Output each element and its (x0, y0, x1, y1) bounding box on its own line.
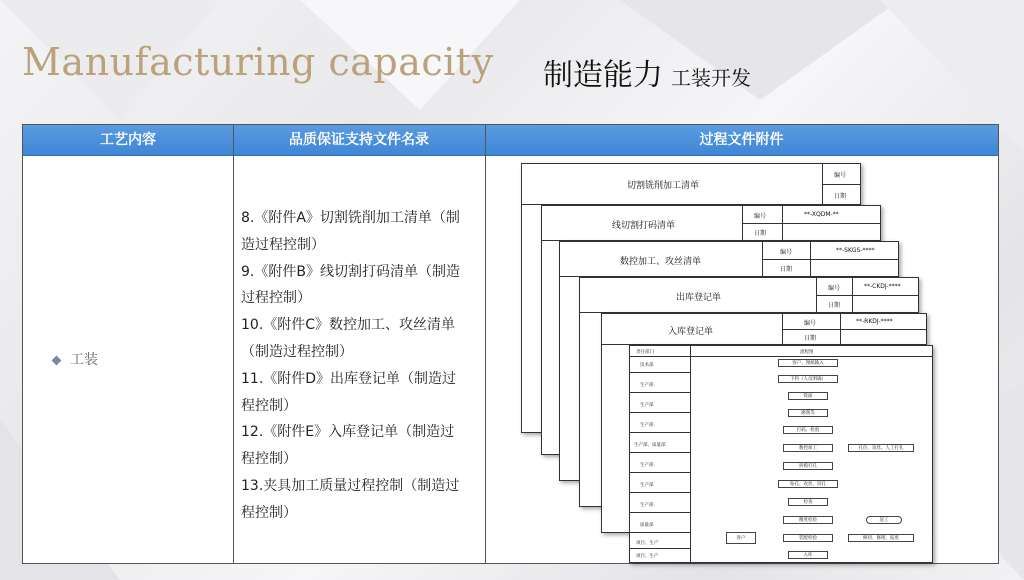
doc-line: 11.《附件D》出库登记单（制造过 (241, 370, 457, 387)
sheet-date-label: 日期 (754, 230, 767, 237)
sheet-date-label: 日期 (828, 302, 841, 309)
flow-step: 铣面 (788, 392, 828, 400)
attachment-thumbnails (521, 163, 941, 563)
flow-step: 装配检验 (783, 534, 833, 542)
flow-dept: 生产部 (640, 403, 654, 408)
page-title-chinese (543, 50, 751, 94)
flow-dept: 生产部 (640, 423, 654, 428)
process-cell (53, 349, 98, 369)
sheet-number-label: 编号 (780, 249, 793, 256)
doc-line: 13.夹具加工质量过程控制（制造过 (241, 477, 460, 494)
doc-line: 造过程控制） (241, 236, 325, 253)
sheet-date-label: 日期 (834, 193, 847, 200)
sheet-code: **-SKGS-**** (836, 247, 875, 254)
column-header-process: 工艺内容 (100, 132, 156, 148)
list-item (241, 205, 481, 259)
flow-step: 入库 (788, 551, 828, 559)
sheet-code: **-XQDM-** (804, 211, 839, 218)
flow-step: 检查 (788, 498, 828, 506)
doc-line: 9.《附件B》线切割打码清单（制造 (241, 263, 460, 280)
flow-step: 下料（人员明确） (778, 375, 838, 383)
page-title-english: Manufacturing capacity (22, 40, 494, 84)
attachment-flowchart (629, 345, 933, 563)
document-list (241, 205, 481, 527)
flow-step: 打码、检验 (783, 426, 833, 434)
list-item (241, 366, 481, 420)
sheet-date-label: 日期 (804, 335, 817, 342)
doc-line: 10.《附件C》数控加工、攻丝清单 (241, 317, 456, 334)
doc-line: 过程控制） (241, 290, 311, 307)
flow-dept: 生产部、质量部 (634, 443, 666, 448)
sheet-code: **-CKDJ-**** (864, 283, 901, 290)
flow-dept: 项目、生产 (636, 554, 659, 559)
bullet-diamond-icon (52, 355, 62, 365)
capability-table (22, 124, 999, 564)
sheet-number-label: 编号 (828, 285, 841, 292)
flow-step: 客户、图纸输入 (778, 359, 838, 367)
flow-step: 磨削等 (788, 409, 828, 417)
flow-header: 流程图 (800, 350, 814, 355)
doc-line: 程控制） (241, 451, 297, 468)
flow-dept: 技术部 (640, 363, 654, 368)
sheet-code: **-RKDJ-**** (856, 318, 893, 325)
list-item (241, 312, 481, 366)
flow-step: 拆模打孔 (783, 462, 833, 470)
sheet-title: 入库登记单 (668, 327, 714, 337)
flow-dept: 生产部 (640, 483, 654, 488)
flow-dept: 质量部 (640, 523, 654, 528)
flow-dept: 项目、生产 (636, 541, 659, 546)
sheet-number-label: 编号 (834, 172, 847, 179)
sheet-title: 线切割打码清单 (612, 221, 676, 231)
column-divider (233, 125, 234, 563)
flow-side-note: 孔位、攻丝、人工打孔 (848, 444, 914, 452)
flow-side-note: 修切、修理、报废 (848, 534, 914, 542)
title-main: 制造能力 (543, 58, 663, 93)
sheet-title: 数控加工、攻丝清单 (620, 257, 702, 267)
table-header (23, 125, 998, 156)
list-item (241, 473, 481, 527)
doc-line: 12.《附件E》入库登记单（制造过 (241, 424, 455, 441)
list-item (241, 419, 481, 473)
column-header-documents: 品质保证支持文件名录 (289, 132, 429, 148)
flow-decision: 客户 (726, 532, 756, 544)
flow-dept: 生产部 (640, 503, 654, 508)
doc-line: （制造过程控制） (241, 343, 353, 360)
sheet-date-label: 日期 (780, 266, 793, 273)
column-header-attachments: 过程文件附件 (699, 132, 784, 148)
sheet-title: 切割铣削加工清单 (627, 181, 700, 191)
column-divider (485, 125, 486, 563)
doc-line: 程控制） (241, 504, 297, 521)
sheet-title: 出库登记单 (676, 293, 722, 303)
sheet-number-label: 编号 (804, 320, 817, 327)
flow-step: 钻孔、攻丝、铰孔 (778, 480, 838, 488)
flow-step: 精度检验 (783, 516, 833, 524)
title-subtitle: 工装开发 (671, 66, 751, 90)
list-item (241, 259, 481, 313)
flow-step: 数控加工 (783, 444, 833, 452)
process-item: 工装 (70, 352, 98, 368)
flow-dept: 生产部 (640, 463, 654, 468)
sheet-number-label: 编号 (754, 213, 767, 220)
doc-line: 程控制） (241, 397, 297, 414)
flow-side-note: 返工 (866, 516, 902, 524)
doc-line: 8.《附件A》切割铣削加工清单（制 (241, 210, 460, 226)
flow-dept: 生产部 (640, 383, 654, 388)
flow-header-dept: 责任部门 (636, 350, 654, 355)
